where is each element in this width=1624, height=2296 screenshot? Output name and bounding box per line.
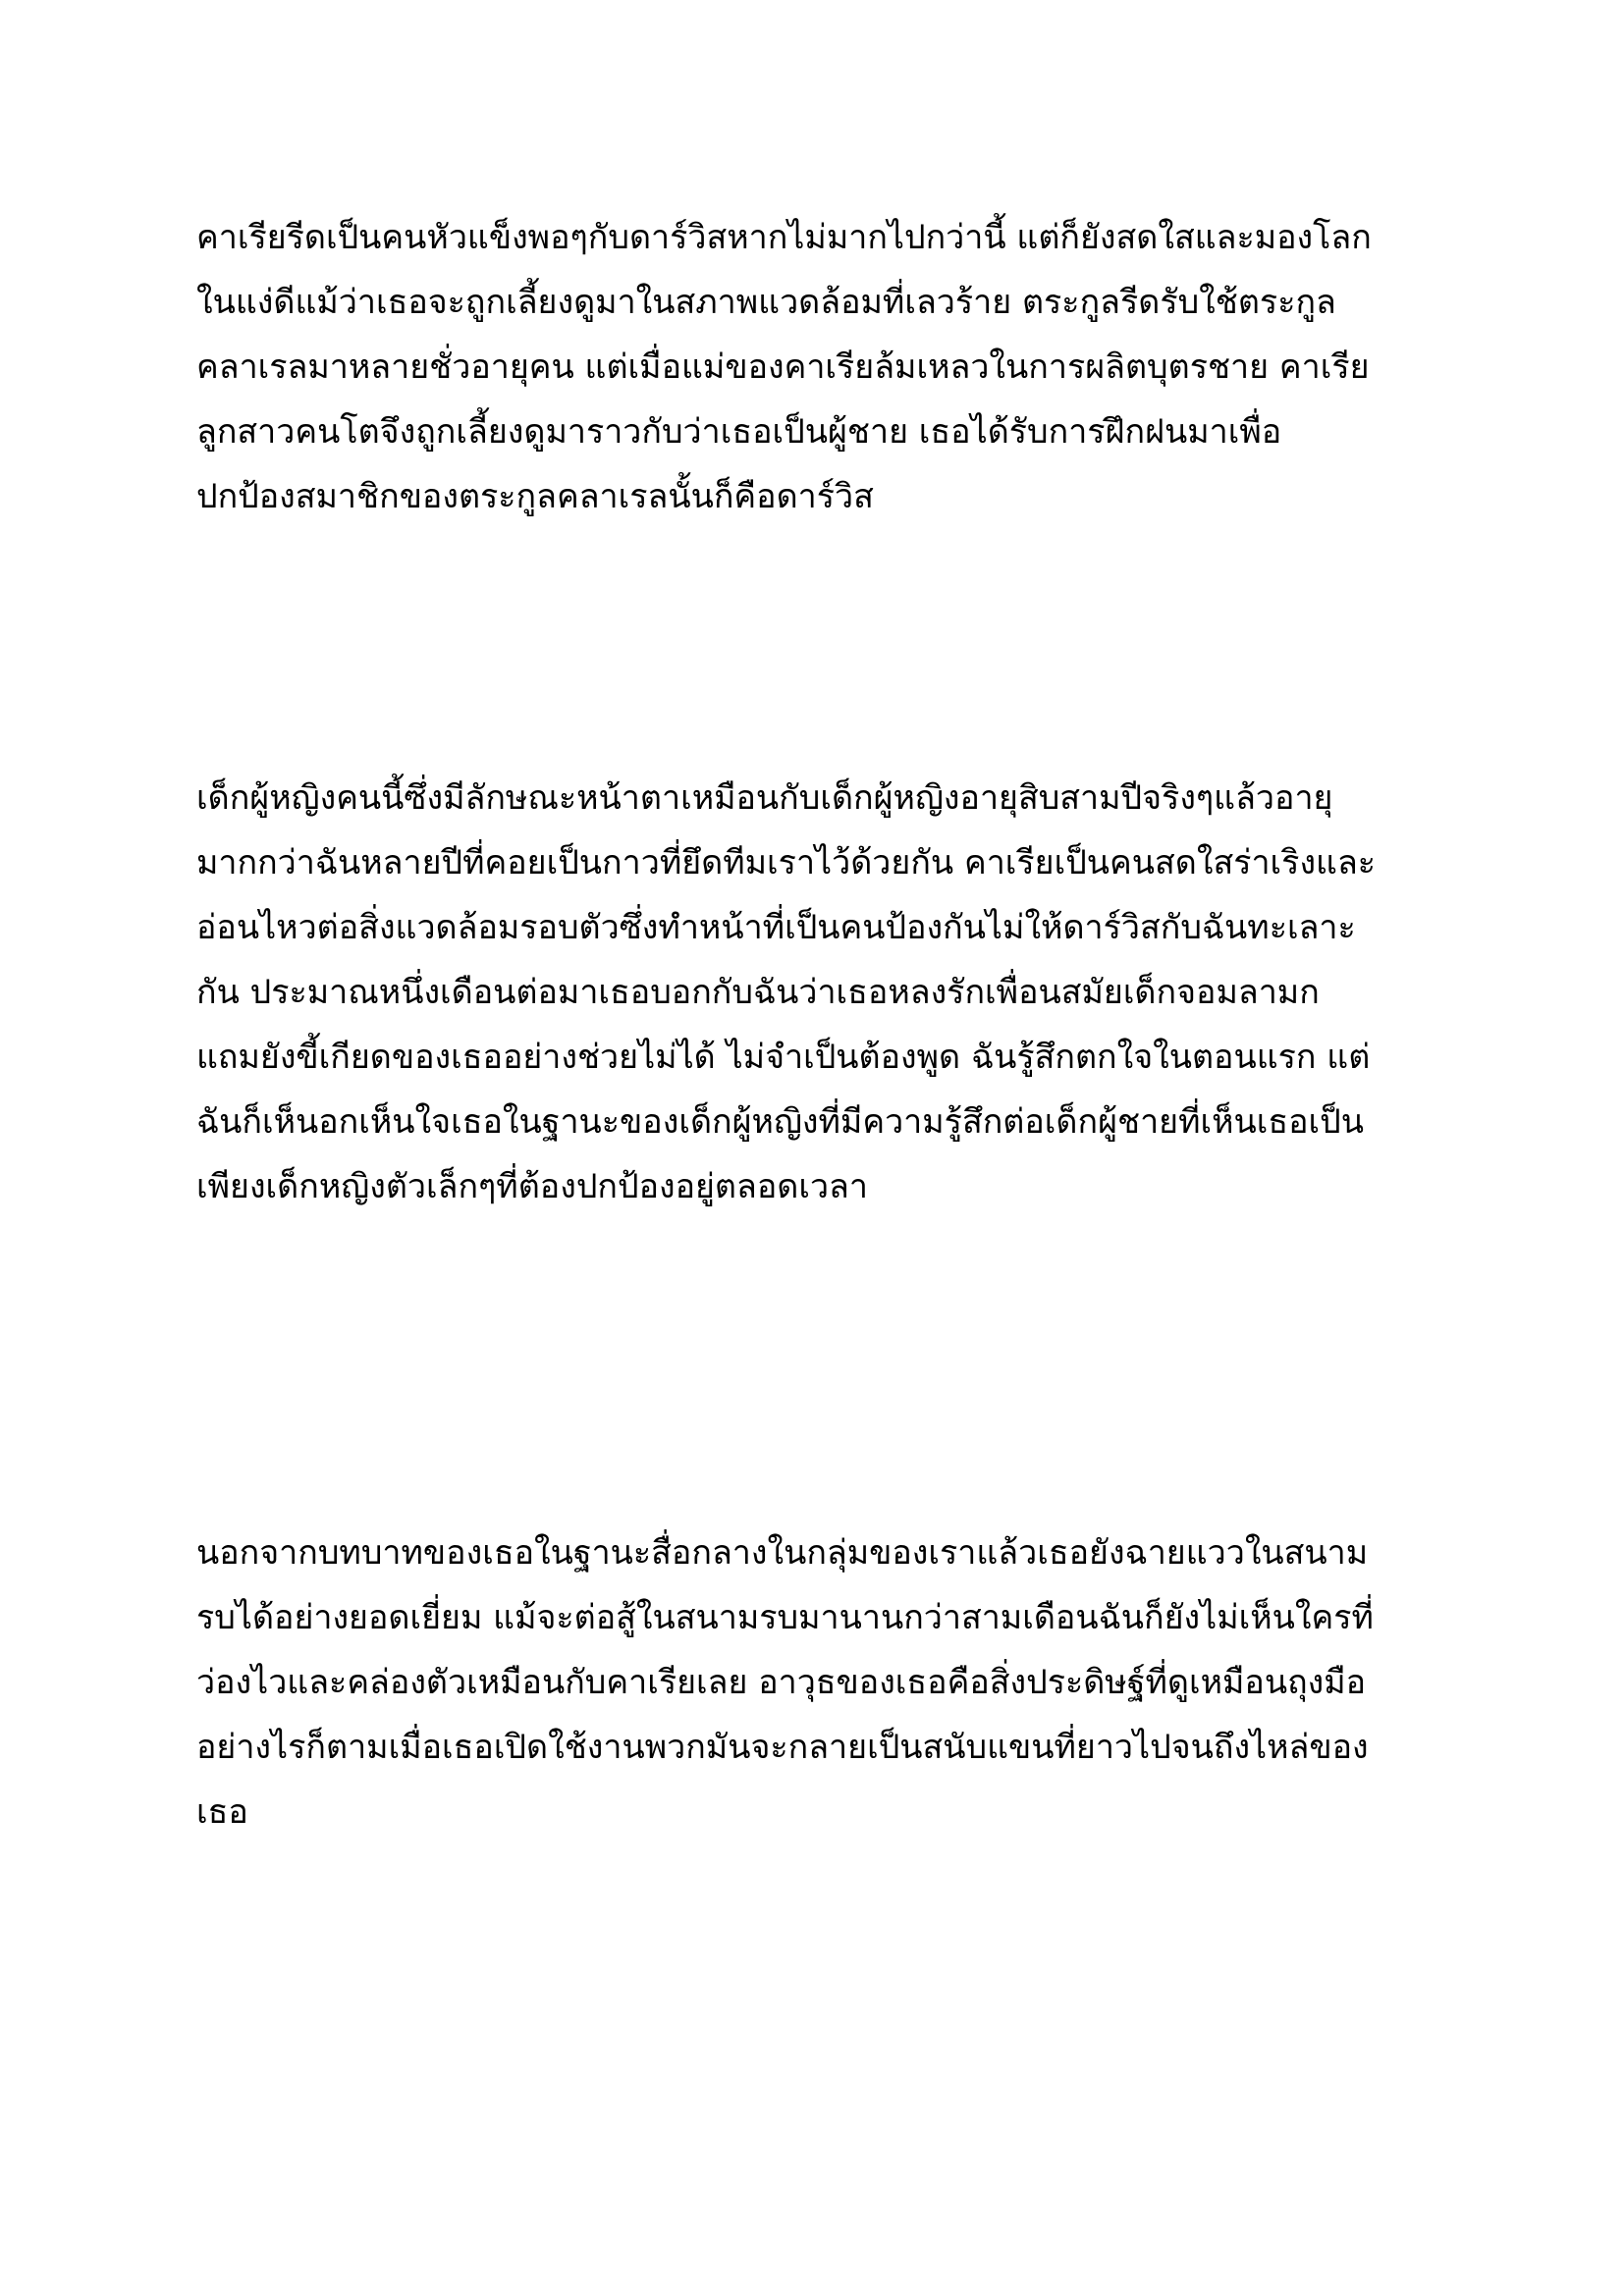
paragraph-1 bbox=[196, 205, 1473, 529]
paragraph-line: ปกป้องสมาชิกของตระกูลคลาเรลนั้นก็คือดาร์วิส bbox=[196, 477, 874, 516]
paragraph-line: ในแง่ดีแม้ว่าเธอจะถูกเลี้ยงดูมาในสภาพแวดล้อมที่เลวร้าย ตระกูลรีดรับใช้ตระกูล bbox=[196, 283, 1336, 322]
paragraph-line: เด็กผู้หญิงคนนี้ซึ่งมีลักษณะหน้าตาเหมือนกับเด็กผู้หญิงอายุสิบสามปีจริงๆแล้วอายุ bbox=[196, 778, 1333, 818]
paragraph-line: คลาเรลมาหลายชั่วอายุคน แต่เมื่อแม่ของคาเรียล้มเหลวในการผลิตบุตรชาย คาเรีย bbox=[196, 347, 1370, 387]
paragraph-line: ลูกสาวคนโตจึงถูกเลี้ยงดูมาราวกับว่าเธอเป็นผู้ชาย เธอได้รับการฝึกฝนมาเพื่อ bbox=[196, 412, 1282, 452]
paragraph-line: มากกว่าฉันหลายปีที่คอยเป็นกาวที่ยึดทีมเราไว้ด้วยกัน คาเรียเป็นคนสดใสร่าเริงและ bbox=[196, 843, 1377, 882]
paragraph-line: ฉันก็เห็นอกเห็นใจเธอในฐานะของเด็กผู้หญิงที่มีความรู้สึกต่อเด็กผู้ชายที่เห็นเธอเป็น bbox=[196, 1102, 1365, 1142]
paragraph-line: อ่อนไหวต่อสิ่งแวดล้อมรอบตัวซึ่งทำหน้าที่เป็นคนป้องกันไม่ให้ดาร์วิสกับฉันทะเลาะ bbox=[196, 908, 1356, 947]
paragraph-line: เธอ bbox=[196, 1792, 248, 1832]
paragraph-line: อย่างไรก็ตามเมื่อเธอเปิดใช้งานพวกมันจะกลายเป็นสนับแขนที่ยาวไปจนถึงไหล่ของ bbox=[196, 1728, 1369, 1767]
paragraph-line: แถมยังขี้เกียดของเธออย่างช่วยไม่ได้ ไม่จำเป็นต้องพูด ฉันรู้สึกตกใจในตอนแรก แต่ bbox=[196, 1038, 1371, 1077]
paragraph-line: รบได้อย่างยอดเยี่ยม แม้จะต่อสู้ในสนามรบมานานกว่าสามเดือนฉันก็ยังไม่เห็นใครที่ bbox=[196, 1598, 1374, 1637]
paragraph-2 bbox=[196, 766, 1473, 1219]
paragraph-line: นอกจากบทบาทของเธอในฐานะสื่อกลางในกลุ่มของเราแล้วเธอยังฉายแววในสนาม bbox=[196, 1533, 1369, 1573]
paragraph-line: เพียงเด็กหญิงตัวเล็กๆที่ต้องปกป้องอยู่ตลอดเวลา bbox=[196, 1167, 868, 1206]
paragraph-3 bbox=[196, 1521, 1473, 1844]
paragraph-line: ว่องไวและคล่องตัวเหมือนกับคาเรียเลย อาวุธของเธอคือสิ่งประดิษฐ์ที่ดูเหมือนถุงมือ bbox=[196, 1663, 1367, 1702]
paragraph-line: กัน ประมาณหนึ่งเดือนต่อมาเธอบอกกับฉันว่าเธอหลงรักเพื่อนสมัยเด็กจอมลามก bbox=[196, 973, 1320, 1012]
paragraph-line: คาเรียรีดเป็นคนหัวแข็งพอๆกับดาร์วิสหากไม่มากไปกว่านี้ แต่ก็ยังสดใสและมองโลก bbox=[196, 218, 1372, 257]
